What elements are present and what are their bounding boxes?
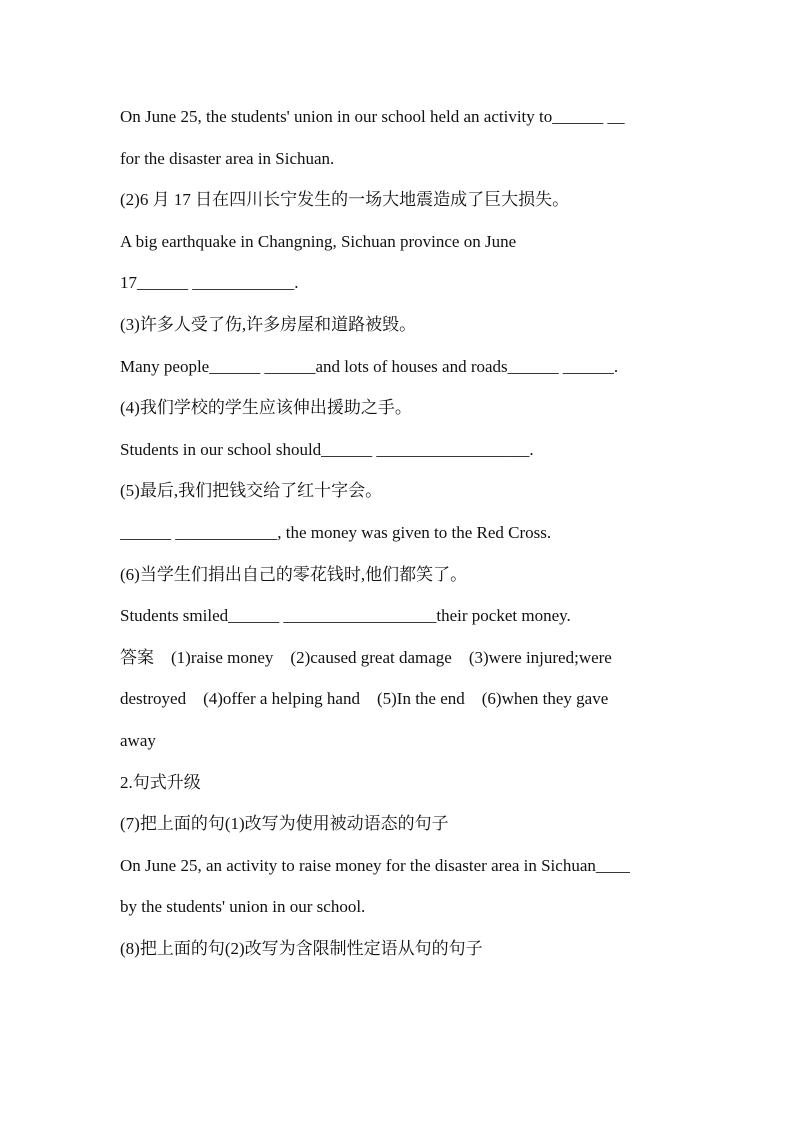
text-line: On June 25, the students' union in our school held an activity to______ __: [120, 107, 625, 126]
document-page: [120, 96, 680, 969]
question-heading: (4)我们学校的学生应该伸出援助之手。: [120, 398, 412, 418]
text-line: A big earthquake in Changning, Sichuan province on June: [120, 231, 517, 251]
text-line: Many people______ ______and lots of houses and roads______ ______.: [120, 356, 619, 376]
question-heading: (6)当学生们捐出自己的零花钱时,他们都笑了。: [120, 564, 468, 584]
text-line: 17______ ____________.: [120, 273, 299, 293]
question-heading: (3)许多人受了伤,许多房屋和道路被毁。: [120, 314, 417, 334]
question-heading: (8)把上面的句(2)改写为含限制性定语从句的句子: [120, 938, 483, 958]
answer-line: destroyed (4)offer a helping hand (5)In the end (6)when they gave: [120, 689, 609, 709]
answer-line: away: [120, 730, 156, 750]
text-line: for the disaster area in Sichuan.: [120, 148, 335, 168]
text-line: Students smiled______ __________________their pocket money.: [120, 606, 571, 626]
question-heading: (7)把上面的句(1)改写为使用被动语态的句子: [120, 814, 449, 834]
question-heading: (5)最后,我们把钱交给了红十字会。: [120, 481, 383, 501]
text-line: by the students' union in our school.: [120, 897, 366, 917]
text-line: On June 25, an activity to raise money for the disaster area in Sichuan____: [120, 855, 630, 875]
section-heading: 2.句式升级: [120, 772, 201, 792]
question-heading: (2)6 月 17 日在四川长宁发生的一场大地震造成了巨大损失。: [120, 190, 570, 210]
text-line: ______ ____________, the money was given to the Red Cross.: [120, 522, 552, 542]
answer-line: 答案 (1)raise money (2)caused great damage (3)were injured;were: [120, 647, 612, 667]
text-line: Students in our school should______ __________________.: [120, 439, 534, 459]
